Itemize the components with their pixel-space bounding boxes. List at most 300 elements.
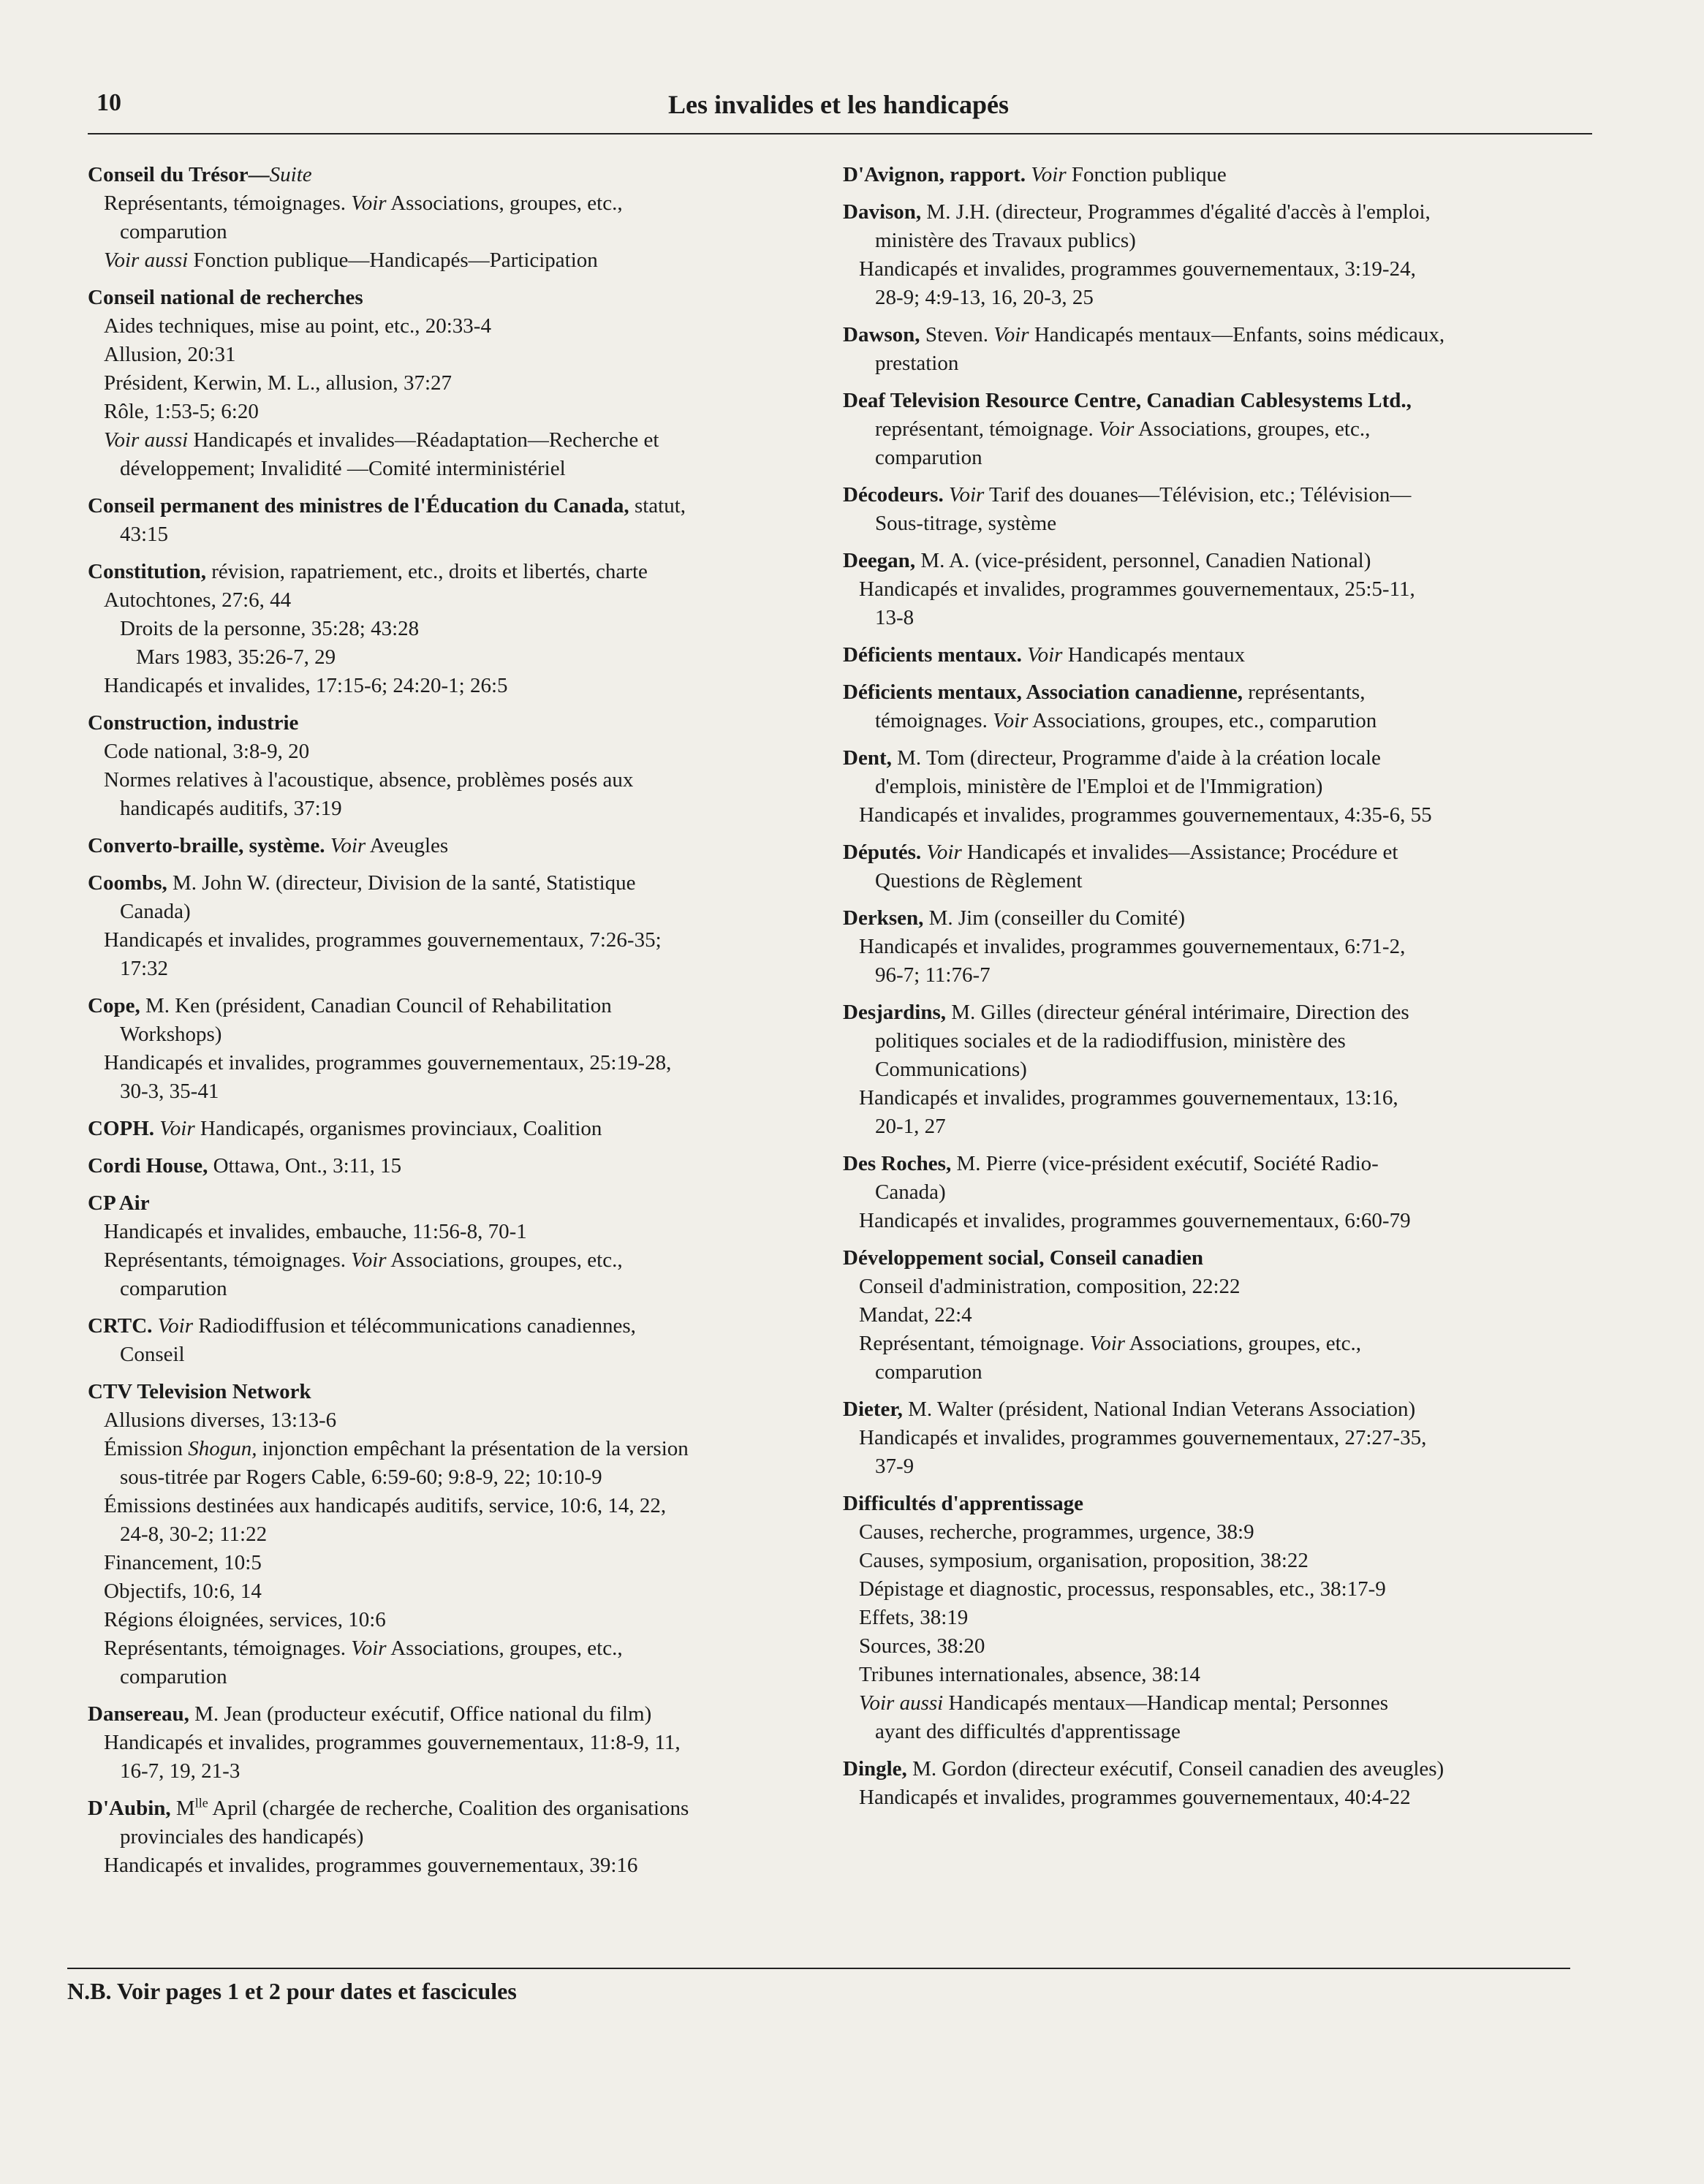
entry-term: Dansereau, (88, 1702, 189, 1726)
entry-text: Tarif des douanes—Télévision, etc.; Télévision— (984, 483, 1412, 507)
entry-text: Allusion, 20:31 (104, 343, 236, 366)
entry-text: M. Walter (président, National Indian Veterans Association) (902, 1398, 1416, 1421)
index-entry-subline (88, 1435, 811, 1463)
index-entry-heading-line (88, 1794, 811, 1823)
entry-text: comparution (120, 1277, 227, 1300)
entry-term: CTV Television Network (88, 1380, 311, 1403)
entry-term: Construction, industrie (88, 711, 299, 735)
cross-reference-marker: Voir aussi (859, 1691, 944, 1715)
entry-text: Sous-titrage, système (875, 512, 1057, 535)
index-entry-subline (843, 1084, 1567, 1112)
entry-text: Workshops) (120, 1023, 222, 1046)
index-entry-heading-line (843, 161, 1567, 189)
index-entry-heading-line (843, 1755, 1567, 1783)
index-entry (88, 1794, 811, 1880)
entry-text: 16-7, 19, 21-3 (120, 1759, 241, 1783)
index-entry (88, 832, 811, 860)
index-column-right (843, 161, 1567, 1821)
index-entry-subline (843, 867, 1567, 895)
index-entry-subline (88, 1520, 811, 1549)
cross-reference-marker: Voir (351, 1248, 387, 1272)
entry-text: M. Gilles (directeur général intérimaire, Direction des (945, 1001, 1409, 1024)
index-entry-subline (843, 415, 1567, 444)
cross-reference-marker: Voir aussi (104, 428, 189, 452)
index-entry-subline (88, 312, 811, 341)
entry-text: Financement, 10:5 (104, 1551, 262, 1574)
index-entry-heading-line (843, 641, 1567, 670)
entry-text: handicapés auditifs, 37:19 (120, 797, 342, 820)
entry-text: Allusions diverses, 13:13-6 (104, 1408, 337, 1432)
entry-text: provinciales des handicapés) (120, 1825, 364, 1849)
cross-reference-marker: Shogun, (188, 1437, 257, 1460)
entry-text: Canada) (875, 1180, 946, 1204)
entry-term: D'Aubin, (88, 1797, 171, 1820)
index-entry (843, 321, 1567, 378)
index-entry (88, 284, 811, 483)
entry-text: Handicapés et invalides, programmes gouvernementaux, 6:60-79 (859, 1209, 1411, 1232)
index-entry-subline (88, 1492, 811, 1520)
index-entry (88, 869, 811, 983)
entry-term: Conseil permanent des ministres de l'Éducation du Canada, (88, 494, 629, 517)
entry-text: Handicapés et invalides, programmes gouvernementaux, 7:26-35; (104, 928, 662, 952)
entry-text: Associations, groupes, etc., (386, 1248, 623, 1272)
index-entry-subline (843, 773, 1567, 801)
cross-reference-marker: Voir (948, 483, 985, 507)
index-entry-subline (843, 1661, 1567, 1689)
entry-text: statut, (629, 494, 686, 517)
entry-text: développement; Invalidité —Comité interministériel (120, 457, 566, 480)
entry-text: sous-titrée par Rogers Cable, 6:59-60; 9:8-9, 22; 10:10-9 (120, 1466, 602, 1489)
index-entry (843, 641, 1567, 670)
running-title: Les invalides et les handicapés (668, 90, 1010, 119)
entry-term: Deegan, (843, 549, 916, 572)
entry-text: comparution (120, 1665, 227, 1688)
index-entry-subline (88, 520, 811, 549)
index-entry (843, 1244, 1567, 1387)
cross-reference-marker: Voir (1089, 1332, 1126, 1355)
entry-text: Handicapés et invalides, programmes gouvernementaux, 6:71-2, (859, 935, 1406, 958)
entry-text: Effets, 38:19 (859, 1606, 969, 1629)
index-entry (843, 904, 1567, 990)
entry-text: Représentants, témoignages. (104, 1248, 352, 1272)
entry-text: Mars 1983, 35:26-7, 29 (136, 645, 336, 669)
entry-text: Sources, 38:20 (859, 1634, 985, 1658)
index-entry (88, 1152, 811, 1180)
index-entry-subline (88, 1275, 811, 1303)
entry-text: M. Jim (conseiller du Comité) (923, 906, 1185, 930)
entry-text: d'emplois, ministère de l'Emploi et de l'Immigration) (875, 775, 1323, 798)
entry-text: Handicapés et invalides, programmes gouvernementaux, 13:16, (859, 1086, 1398, 1110)
entry-term: Derksen, (843, 906, 924, 930)
entry-term: Conseil du Trésor (88, 163, 249, 186)
index-entry-subline (843, 1112, 1567, 1141)
index-entry-heading-line (88, 869, 811, 898)
entry-text (325, 834, 330, 857)
index-entry-subline (88, 643, 811, 672)
entry-text: prestation (875, 352, 959, 375)
index-entry-subline (843, 1330, 1567, 1358)
entry-text: 96-7; 11:76-7 (875, 963, 991, 987)
index-entry-subline (843, 1718, 1567, 1746)
entry-text: Handicapés et invalides—Assistance; Procédure et (961, 841, 1398, 864)
entry-term: D'Avignon, rapport. (843, 163, 1026, 186)
entry-text: lle (194, 1795, 208, 1810)
entry-text: M. Tom (directeur, Programme d'aide à la création locale (891, 746, 1381, 770)
index-entry-subline (88, 615, 811, 643)
index-entry-subline (843, 284, 1567, 312)
index-entry-subline (843, 1207, 1567, 1235)
index-entry-subline (88, 1218, 811, 1246)
cross-reference-marker: Voir (993, 323, 1029, 346)
index-entry-subline (843, 509, 1567, 538)
entry-term: Converto-braille, système. (88, 834, 325, 857)
index-entry-subline (88, 795, 811, 823)
index-entry-heading-line (88, 492, 811, 520)
index-entry-heading-line (843, 998, 1567, 1027)
index-entry-subline (843, 1178, 1567, 1207)
index-entry-heading-line (88, 1152, 811, 1180)
entry-text: Handicapés et invalides, programmes gouvernementaux, 39:16 (104, 1854, 638, 1877)
index-entry-subline (88, 1549, 811, 1577)
entry-text: ayant des difficultés d'apprentissage (875, 1720, 1181, 1743)
entry-text: Émission (104, 1437, 189, 1460)
index-entry-subline (843, 1424, 1567, 1452)
index-entry (88, 161, 811, 275)
entry-text: 20-1, 27 (875, 1115, 946, 1138)
index-entry-subline (843, 1518, 1567, 1547)
index-entry-heading-line (843, 1490, 1567, 1518)
entry-term: Dawson, (843, 323, 920, 346)
entry-text: Associations, groupes, etc., (386, 1637, 623, 1660)
entry-text: Fonction publique (1066, 163, 1227, 186)
entry-term: Députés. (843, 841, 922, 864)
entry-text: représentant, témoignage. (875, 417, 1099, 441)
entry-text: Questions de Règlement (875, 869, 1083, 892)
cross-reference-marker: Voir (351, 1637, 387, 1660)
index-entry (843, 481, 1567, 538)
entry-term: Davison, (843, 200, 922, 224)
entry-text: Handicapés et invalides, programmes gouvernementaux, 3:19-24, (859, 257, 1416, 281)
entry-text: Normes relatives à l'acoustique, absence, problèmes posés aux (104, 768, 634, 792)
index-entry-subline (843, 604, 1567, 632)
index-entry-heading-line (843, 321, 1567, 349)
cross-reference-marker: Voir (1027, 643, 1063, 667)
index-entry-subline (843, 961, 1567, 990)
index-entry-subline (88, 1077, 811, 1106)
index-entry (843, 678, 1567, 735)
index-entry-subline (88, 218, 811, 246)
entry-text: Associations, groupes, etc., comparution (1028, 709, 1377, 732)
entry-text: comparution (875, 1360, 982, 1384)
cross-reference-marker: Voir (351, 192, 387, 215)
entry-text: 30-3, 35-41 (120, 1080, 219, 1103)
entry-text: Tribunes internationales, absence, 38:14 (859, 1663, 1200, 1686)
cross-reference-marker: Voir (330, 834, 366, 857)
index-entry (843, 744, 1567, 830)
entry-text: Représentants, témoignages. (104, 1637, 352, 1660)
index-entry-subline (843, 444, 1567, 472)
entry-term: Dieter, (843, 1398, 903, 1421)
entry-term: Constitution, (88, 560, 206, 583)
index-entry-subline (843, 255, 1567, 284)
entry-text: Handicapés et invalides, 17:15-6; 24:20-1; 26:5 (104, 674, 508, 697)
index-entry-heading-line (843, 1150, 1567, 1178)
index-entry-heading-line (843, 547, 1567, 575)
index-entry-subline (88, 1463, 811, 1492)
entry-text: Émissions destinées aux handicapés auditifs, service, 10:6, 14, 22, (104, 1494, 667, 1517)
entry-text: Représentants, témoignages. (104, 192, 352, 215)
index-entry (88, 709, 811, 823)
index-entry-subline (88, 738, 811, 766)
index-entry-subline (88, 1341, 811, 1369)
entry-text: Steven. (920, 323, 994, 346)
index-column-left (88, 161, 811, 1889)
entry-text: témoignages. (875, 709, 993, 732)
entry-term: CRTC. (88, 1314, 153, 1338)
index-entry-subline (843, 349, 1567, 378)
entry-text: M. John W. (directeur, Division de la santé, Statistique (167, 871, 636, 895)
entry-text: Rôle, 1:53-5; 6:20 (104, 400, 259, 423)
index-entry (843, 1490, 1567, 1746)
entry-text: Handicapés et invalides, programmes gouvernementaux, 25:19-28, (104, 1051, 672, 1074)
entry-text: Mandat, 22:4 (859, 1303, 972, 1327)
index-entry-subline (88, 369, 811, 398)
entry-text: Handicapés mentaux (1062, 643, 1246, 667)
entry-text: révision, rapatriement, etc., droits et libertés, charte (205, 560, 648, 583)
entry-text: Causes, recherche, programmes, urgence, 38:9 (859, 1520, 1254, 1544)
entry-text: Dépistage et diagnostic, processus, responsables, etc., 38:17-9 (859, 1577, 1386, 1601)
index-entry-subline (88, 426, 811, 455)
cross-reference-marker: Voir (1099, 417, 1135, 441)
index-entry-heading-line (88, 1312, 811, 1341)
index-entry-heading-line (843, 481, 1567, 509)
entry-text: April (chargée de recherche, Coalition des organisations (208, 1797, 689, 1820)
index-entry-heading-line (843, 387, 1567, 415)
index-entry-heading-line (88, 832, 811, 860)
entry-text: M. Ken (président, Canadian Council of Rehabilitation (140, 994, 612, 1017)
entry-text: représentants, (1242, 680, 1366, 704)
page-number: 10 (96, 89, 121, 116)
entry-term: Conseil national de recherches (88, 286, 363, 309)
index-entry-subline (88, 1823, 811, 1851)
entry-text: 24-8, 30-2; 11:22 (120, 1523, 268, 1546)
index-entry-subline (843, 1358, 1567, 1387)
entry-text: Représentant, témoignage. (859, 1332, 1090, 1355)
index-entry-heading-line (88, 1378, 811, 1406)
index-entry-heading-line (88, 992, 811, 1020)
entry-term: Dent, (843, 746, 892, 770)
entry-text (944, 483, 949, 507)
index-entry-subline (843, 575, 1567, 604)
index-entry-subline (88, 1634, 811, 1663)
cross-reference-marker: Voir (1031, 163, 1067, 186)
entry-text: 17:32 (120, 957, 169, 980)
entry-text: Autochtones, 27:6, 44 (104, 588, 292, 612)
entry-text: Handicapés et invalides, programmes gouvernementaux, 40:4-22 (859, 1786, 1411, 1809)
index-entry-heading-line (843, 838, 1567, 867)
entry-term: CP Air (88, 1191, 150, 1215)
index-entry-heading-line (88, 709, 811, 738)
index-entry (843, 547, 1567, 632)
entry-text: politiques sociales et de la radiodiffusion, ministère des (875, 1029, 1346, 1053)
entry-text: M (170, 1797, 195, 1820)
entry-term: — (248, 163, 270, 186)
entry-text: Handicapés et invalides, programmes gouvernementaux, 25:5-11, (859, 577, 1415, 601)
page-header (88, 86, 1592, 134)
entry-text: comparution (120, 220, 227, 243)
entry-term: Des Roches, (843, 1152, 952, 1175)
index-entry (843, 1755, 1567, 1812)
index-entry-heading-line (843, 198, 1567, 227)
index-entry-subline (843, 1632, 1567, 1661)
entry-text: Code national, 3:8-9, 20 (104, 740, 310, 763)
entry-text: Droits de la personne, 35:28; 43:28 (120, 617, 420, 640)
entry-text: ministère des Travaux publics) (875, 229, 1136, 252)
entry-text: Aveugles (366, 834, 449, 857)
entry-text: Conseil (120, 1343, 185, 1366)
index-entry (88, 1378, 811, 1691)
index-entry-subline (88, 1757, 811, 1786)
index-entry-subline (88, 455, 811, 483)
index-entry-subline (88, 586, 811, 615)
entry-text: M. A. (vice-président, personnel, Canadien National) (915, 549, 1371, 572)
index-entry-subline (88, 672, 811, 700)
cross-reference-marker: Voir (993, 709, 1029, 732)
entry-text: M. Gordon (directeur exécutif, Conseil canadien des aveugles) (906, 1757, 1444, 1781)
index-entry-subline (843, 227, 1567, 255)
entry-text: 43:15 (120, 523, 169, 546)
entry-text: Associations, groupes, etc., (386, 192, 623, 215)
index-entry (843, 198, 1567, 312)
index-entry-heading-line (88, 558, 811, 586)
entry-term: COPH. (88, 1117, 155, 1140)
index-entry (88, 1312, 811, 1369)
index-entry-heading-line (88, 1700, 811, 1729)
index-entry-subline (88, 1406, 811, 1435)
entry-text: M. Jean (producteur exécutif, Office national du film) (189, 1702, 652, 1726)
entry-text: Associations, groupes, etc., (1125, 1332, 1362, 1355)
entry-term: Cope, (88, 994, 140, 1017)
index-entry-heading-line (88, 1115, 811, 1143)
entry-text: comparution (875, 446, 982, 469)
entry-text: Aides techniques, mise au point, etc., 20:33-4 (104, 314, 491, 338)
index-entry-subline (843, 1055, 1567, 1084)
entry-text: Handicapés mentaux—Enfants, soins médicaux, (1029, 323, 1445, 346)
index-entry-subline (88, 341, 811, 369)
index-entry-subline (843, 1301, 1567, 1330)
index-entry-subline (843, 1604, 1567, 1632)
entry-term: Déficients mentaux. (843, 643, 1022, 667)
entry-text: Handicapés et invalides, programmes gouvernementaux, 11:8-9, 11, (104, 1731, 681, 1754)
entry-text: Communications) (875, 1058, 1027, 1081)
entry-text: Handicapés et invalides—Réadaptation—Recherche et (188, 428, 659, 452)
entry-text: M. J.H. (directeur, Programmes d'égalité d'accès à l'emploi, (921, 200, 1431, 224)
cross-reference-marker: Suite (269, 163, 312, 186)
index-entry-subline (88, 189, 811, 218)
index-entry-subline (88, 898, 811, 926)
index-entry-subline (88, 955, 811, 983)
index-entry-heading-line (843, 678, 1567, 707)
index-entry (88, 1115, 811, 1143)
index-entry (88, 558, 811, 700)
index-entry-subline (88, 1020, 811, 1049)
index-entry-subline (843, 1547, 1567, 1575)
index-entry (88, 492, 811, 549)
index-entry-subline (88, 246, 811, 275)
entry-text: Objectifs, 10:6, 14 (104, 1580, 262, 1603)
entry-term: Déficients mentaux, Association canadienne, (843, 680, 1243, 704)
index-entry (88, 1700, 811, 1786)
cross-reference-marker: Voir (157, 1314, 193, 1338)
index-entry-subline (88, 1663, 811, 1691)
index-entry (88, 992, 811, 1106)
index-entry-subline (88, 398, 811, 426)
index-entry-subline (843, 1273, 1567, 1301)
index-entry (843, 387, 1567, 472)
entry-term: Développement social, Conseil canadien (843, 1246, 1203, 1270)
index-entry-subline (88, 766, 811, 795)
index-entry (843, 998, 1567, 1141)
index-entry-heading-line (843, 744, 1567, 773)
entry-term: Deaf Television Resource Centre, Canadian Cablesystems Ltd., (843, 389, 1412, 412)
entry-term: Desjardins, (843, 1001, 946, 1024)
entry-text: Radiodiffusion et télécommunications canadiennes, (193, 1314, 636, 1338)
index-entry-subline (843, 1452, 1567, 1481)
index-entry-subline (843, 1575, 1567, 1604)
index-entry (88, 1189, 811, 1303)
cross-reference-marker: Voir (159, 1117, 195, 1140)
entry-text: 13-8 (875, 606, 915, 629)
index-entry-subline (88, 1049, 811, 1077)
entry-text: 28-9; 4:9-13, 16, 20-3, 25 (875, 286, 1094, 309)
entry-text: injonction empêchant la présentation de la version (257, 1437, 689, 1460)
index-entry (843, 1150, 1567, 1235)
entry-text: Handicapés et invalides, programmes gouvernementaux, 27:27-35, (859, 1426, 1427, 1449)
entry-text: Handicapés mentaux—Handicap mental; Personnes (943, 1691, 1389, 1715)
entry-term: Coombs, (88, 871, 167, 895)
entry-text: Conseil d'administration, composition, 22:22 (859, 1275, 1241, 1298)
entry-text: Handicapés et invalides, programmes gouvernementaux, 4:35-6, 55 (859, 803, 1432, 827)
entry-text: Ottawa, Ont., 3:11, 15 (208, 1154, 402, 1178)
index-entry (843, 1395, 1567, 1481)
entry-term: Difficultés d'apprentissage (843, 1492, 1083, 1515)
index-entry-subline (843, 801, 1567, 830)
entry-text: Causes, symposium, organisation, proposition, 38:22 (859, 1549, 1309, 1572)
cross-reference-marker: Voir (926, 841, 962, 864)
entry-text: Associations, groupes, etc., (1134, 417, 1371, 441)
index-entry-subline (88, 926, 811, 955)
index-entry-subline (88, 1577, 811, 1606)
index-entry-heading-line (88, 161, 811, 189)
index-entry-subline (843, 707, 1567, 735)
entry-term: Dingle, (843, 1757, 907, 1781)
entry-text (152, 1314, 157, 1338)
index-entry-subline (843, 933, 1567, 961)
index-entry-heading-line (88, 1189, 811, 1218)
entry-text: Président, Kerwin, M. L., allusion, 37:27 (104, 371, 452, 395)
index-entry-heading-line (843, 1244, 1567, 1273)
entry-text: Canada) (120, 900, 191, 923)
entry-term: Décodeurs. (843, 483, 944, 507)
index-entry-subline (88, 1606, 811, 1634)
cross-reference-marker: Voir aussi (104, 249, 189, 272)
entry-text: Handicapés, organismes provinciaux, Coalition (194, 1117, 602, 1140)
index-entry-subline (88, 1729, 811, 1757)
entry-text: Régions éloignées, services, 10:6 (104, 1608, 386, 1631)
index-entry (843, 838, 1567, 895)
entry-text: Handicapés et invalides, embauche, 11:56-8, 70-1 (104, 1220, 527, 1243)
index-entry-heading-line (843, 1395, 1567, 1424)
